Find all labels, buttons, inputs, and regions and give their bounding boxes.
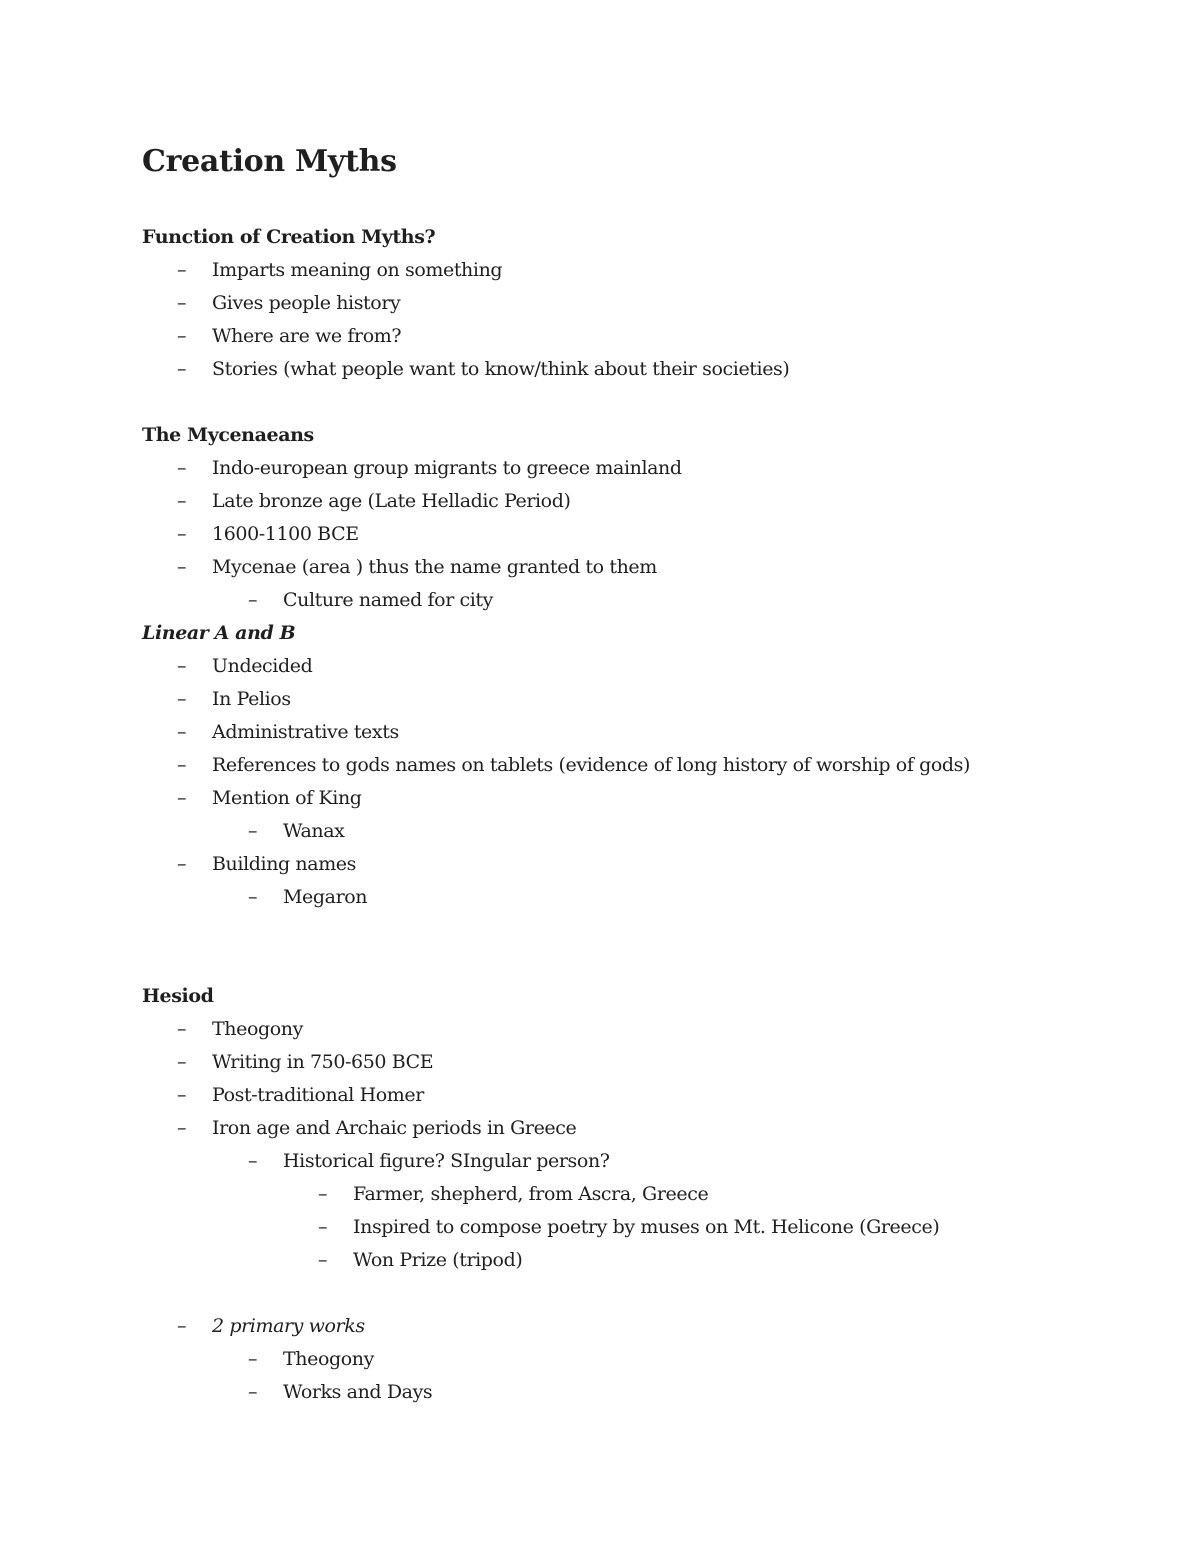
dash-bullet: – [177,754,187,776]
dash-bullet: – [248,1381,258,1403]
list-item [142,1112,1122,1145]
list-item-text: Won Prize (tripod) [353,1249,523,1271]
dash-bullet: – [177,787,187,809]
list-item [142,452,1122,485]
dash-bullet: – [177,325,187,347]
dash-bullet: – [177,655,187,677]
dash-bullet: – [177,721,187,743]
dash-bullet: – [177,1315,187,1337]
list-item-text: Late bronze age (Late Helladic Period) [212,490,571,512]
dash-bullet: – [177,688,187,710]
dash-bullet: – [248,1348,258,1370]
sub-list-item [142,584,1122,617]
list-item-text: Theogony [283,1348,374,1370]
notes-body [142,221,1122,1409]
sub-sub-list-item [142,1211,1122,1244]
list-item-text: Wanax [283,820,345,842]
dash-bullet: – [177,490,187,512]
list-item-text: Culture named for city [283,589,493,611]
list-item-text: Mycenae (area ) thus the name granted to them [212,556,657,578]
list-item [142,320,1122,353]
list-item [142,749,1122,782]
dash-bullet: – [248,820,258,842]
list-item [142,287,1122,320]
list-item-text: Gives people history [212,292,401,314]
dash-bullet: – [177,1051,187,1073]
list-item-text: References to gods names on tablets (evidence of long history of worship of gods) [212,754,971,776]
dash-bullet: – [177,1117,187,1139]
list-item-text: Iron age and Archaic periods in Greece [212,1117,577,1139]
list-item-text: Works and Days [283,1381,433,1403]
dash-bullet: – [177,259,187,281]
section-heading-linear: Linear A and B [142,622,296,644]
dash-bullet: – [248,589,258,611]
list-item-text: Where are we from? [212,325,402,347]
list-item [142,254,1122,287]
list-item-text: Historical figure? SIngular person? [283,1150,610,1172]
dash-bullet: – [248,886,258,908]
sub-list-item [142,1343,1122,1376]
list-item-text: Imparts meaning on something [212,259,503,281]
list-item [142,716,1122,749]
dash-bullet: – [177,1084,187,1106]
list-item-text: Megaron [283,886,368,908]
sub-list-item [142,815,1122,848]
list-item [142,353,1122,386]
dash-bullet: – [318,1183,328,1205]
list-item-text: Farmer, shepherd, from Ascra, Greece [353,1183,709,1205]
dash-bullet: – [177,457,187,479]
list-item [142,782,1122,815]
list-item-text: In Pelios [212,688,291,710]
sub-sub-list-item [142,1244,1122,1277]
list-item [142,683,1122,716]
list-item [142,650,1122,683]
dash-bullet: – [177,853,187,875]
dash-bullet: – [318,1249,328,1271]
list-item [142,848,1122,881]
section-heading-mycenaeans: The Mycenaeans [142,424,314,446]
list-item-text: Inspired to compose poetry by muses on Mt. Helicone (Greece) [353,1216,940,1238]
list-item [142,1013,1122,1046]
list-item-text: Administrative texts [212,721,399,743]
dash-bullet: – [248,1150,258,1172]
list-item-text: Indo-european group migrants to greece mainland [212,457,682,479]
list-item-text: Undecided [212,655,313,677]
sub-sub-list-item [142,1178,1122,1211]
sub-list-item [142,1145,1122,1178]
list-item-text: Theogony [212,1018,303,1040]
list-item [142,1079,1122,1112]
list-item-text: Post-traditional Homer [212,1084,424,1106]
sub-list-item [142,881,1122,914]
list-item [142,485,1122,518]
list-item-text: Building names [212,853,357,875]
list-item [142,1310,1122,1343]
list-item-text: 2 primary works [212,1315,365,1337]
section-heading-function: Function of Creation Myths? [142,226,436,248]
list-item-text: 1600-1100 BCE [212,523,359,545]
section-heading-hesiod: Hesiod [142,985,214,1007]
dash-bullet: – [177,1018,187,1040]
list-item [142,551,1122,584]
page-title: Creation Myths [142,144,397,179]
list-item-text: Writing in 750-650 BCE [212,1051,434,1073]
list-item-text: Mention of King [212,787,362,809]
sub-list-item [142,1376,1122,1409]
list-item [142,518,1122,551]
dash-bullet: – [177,292,187,314]
dash-bullet: – [177,358,187,380]
list-item-text: Stories (what people want to know/think about their societies) [212,358,790,380]
list-item [142,1046,1122,1079]
dash-bullet: – [318,1216,328,1238]
dash-bullet: – [177,523,187,545]
dash-bullet: – [177,556,187,578]
